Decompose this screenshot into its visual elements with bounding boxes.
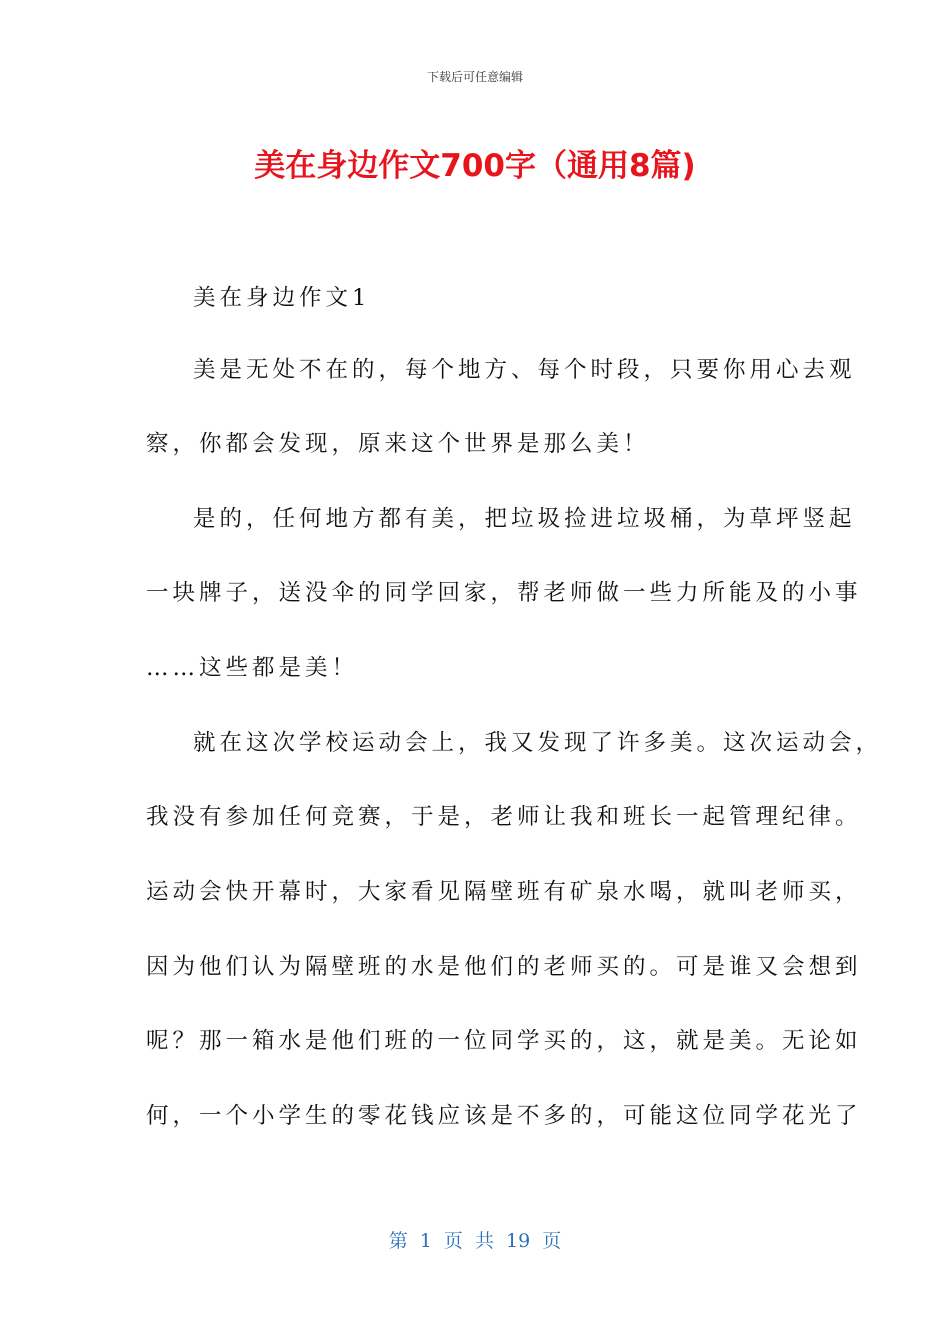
paragraph-line: 美是无处不在的，每个地方、每个时段，只要你用心去观 [193, 357, 856, 383]
paragraph-line: 一块牌子，送没伞的同学回家，帮老师做一些力所能及的小事 [146, 580, 862, 606]
page-header-note: 下载后可任意编辑 [426, 70, 523, 84]
paragraph-line: 何，一个小学生的零花钱应该是不多的，可能这位同学花光了 [146, 1103, 862, 1129]
paragraph-line: 就在这次学校运动会上，我又发现了许多美。这次运动会， [193, 730, 883, 756]
paragraph-line: 我没有参加任何竞赛，于是，老师让我和班长一起管理纪律。 [146, 804, 862, 830]
paragraph-line: 因为他们认为隔壁班的水是他们的老师买的。可是谁又会想到 [146, 954, 862, 980]
document-title: 美在身边作文700字（通用8篇) [254, 148, 696, 184]
page-number-footer: 第 1 页 共 19 页 [388, 1230, 562, 1252]
paragraph-line: ……这些都是美！ [146, 655, 359, 681]
paragraph-line: 运动会快开幕时，大家看见隔壁班有矿泉水喝，就叫老师买， [146, 879, 862, 905]
paragraph-line: 是的，任何地方都有美，把垃圾捡进垃圾桶，为草坪竖起 [193, 506, 856, 532]
paragraph-line: 察，你都会发现，原来这个世界是那么美！ [146, 431, 650, 457]
section-heading: 美在身边作文1 [193, 285, 371, 311]
paragraph-line: 呢？那一箱水是他们班的一位同学买的，这，就是美。无论如 [146, 1028, 862, 1054]
